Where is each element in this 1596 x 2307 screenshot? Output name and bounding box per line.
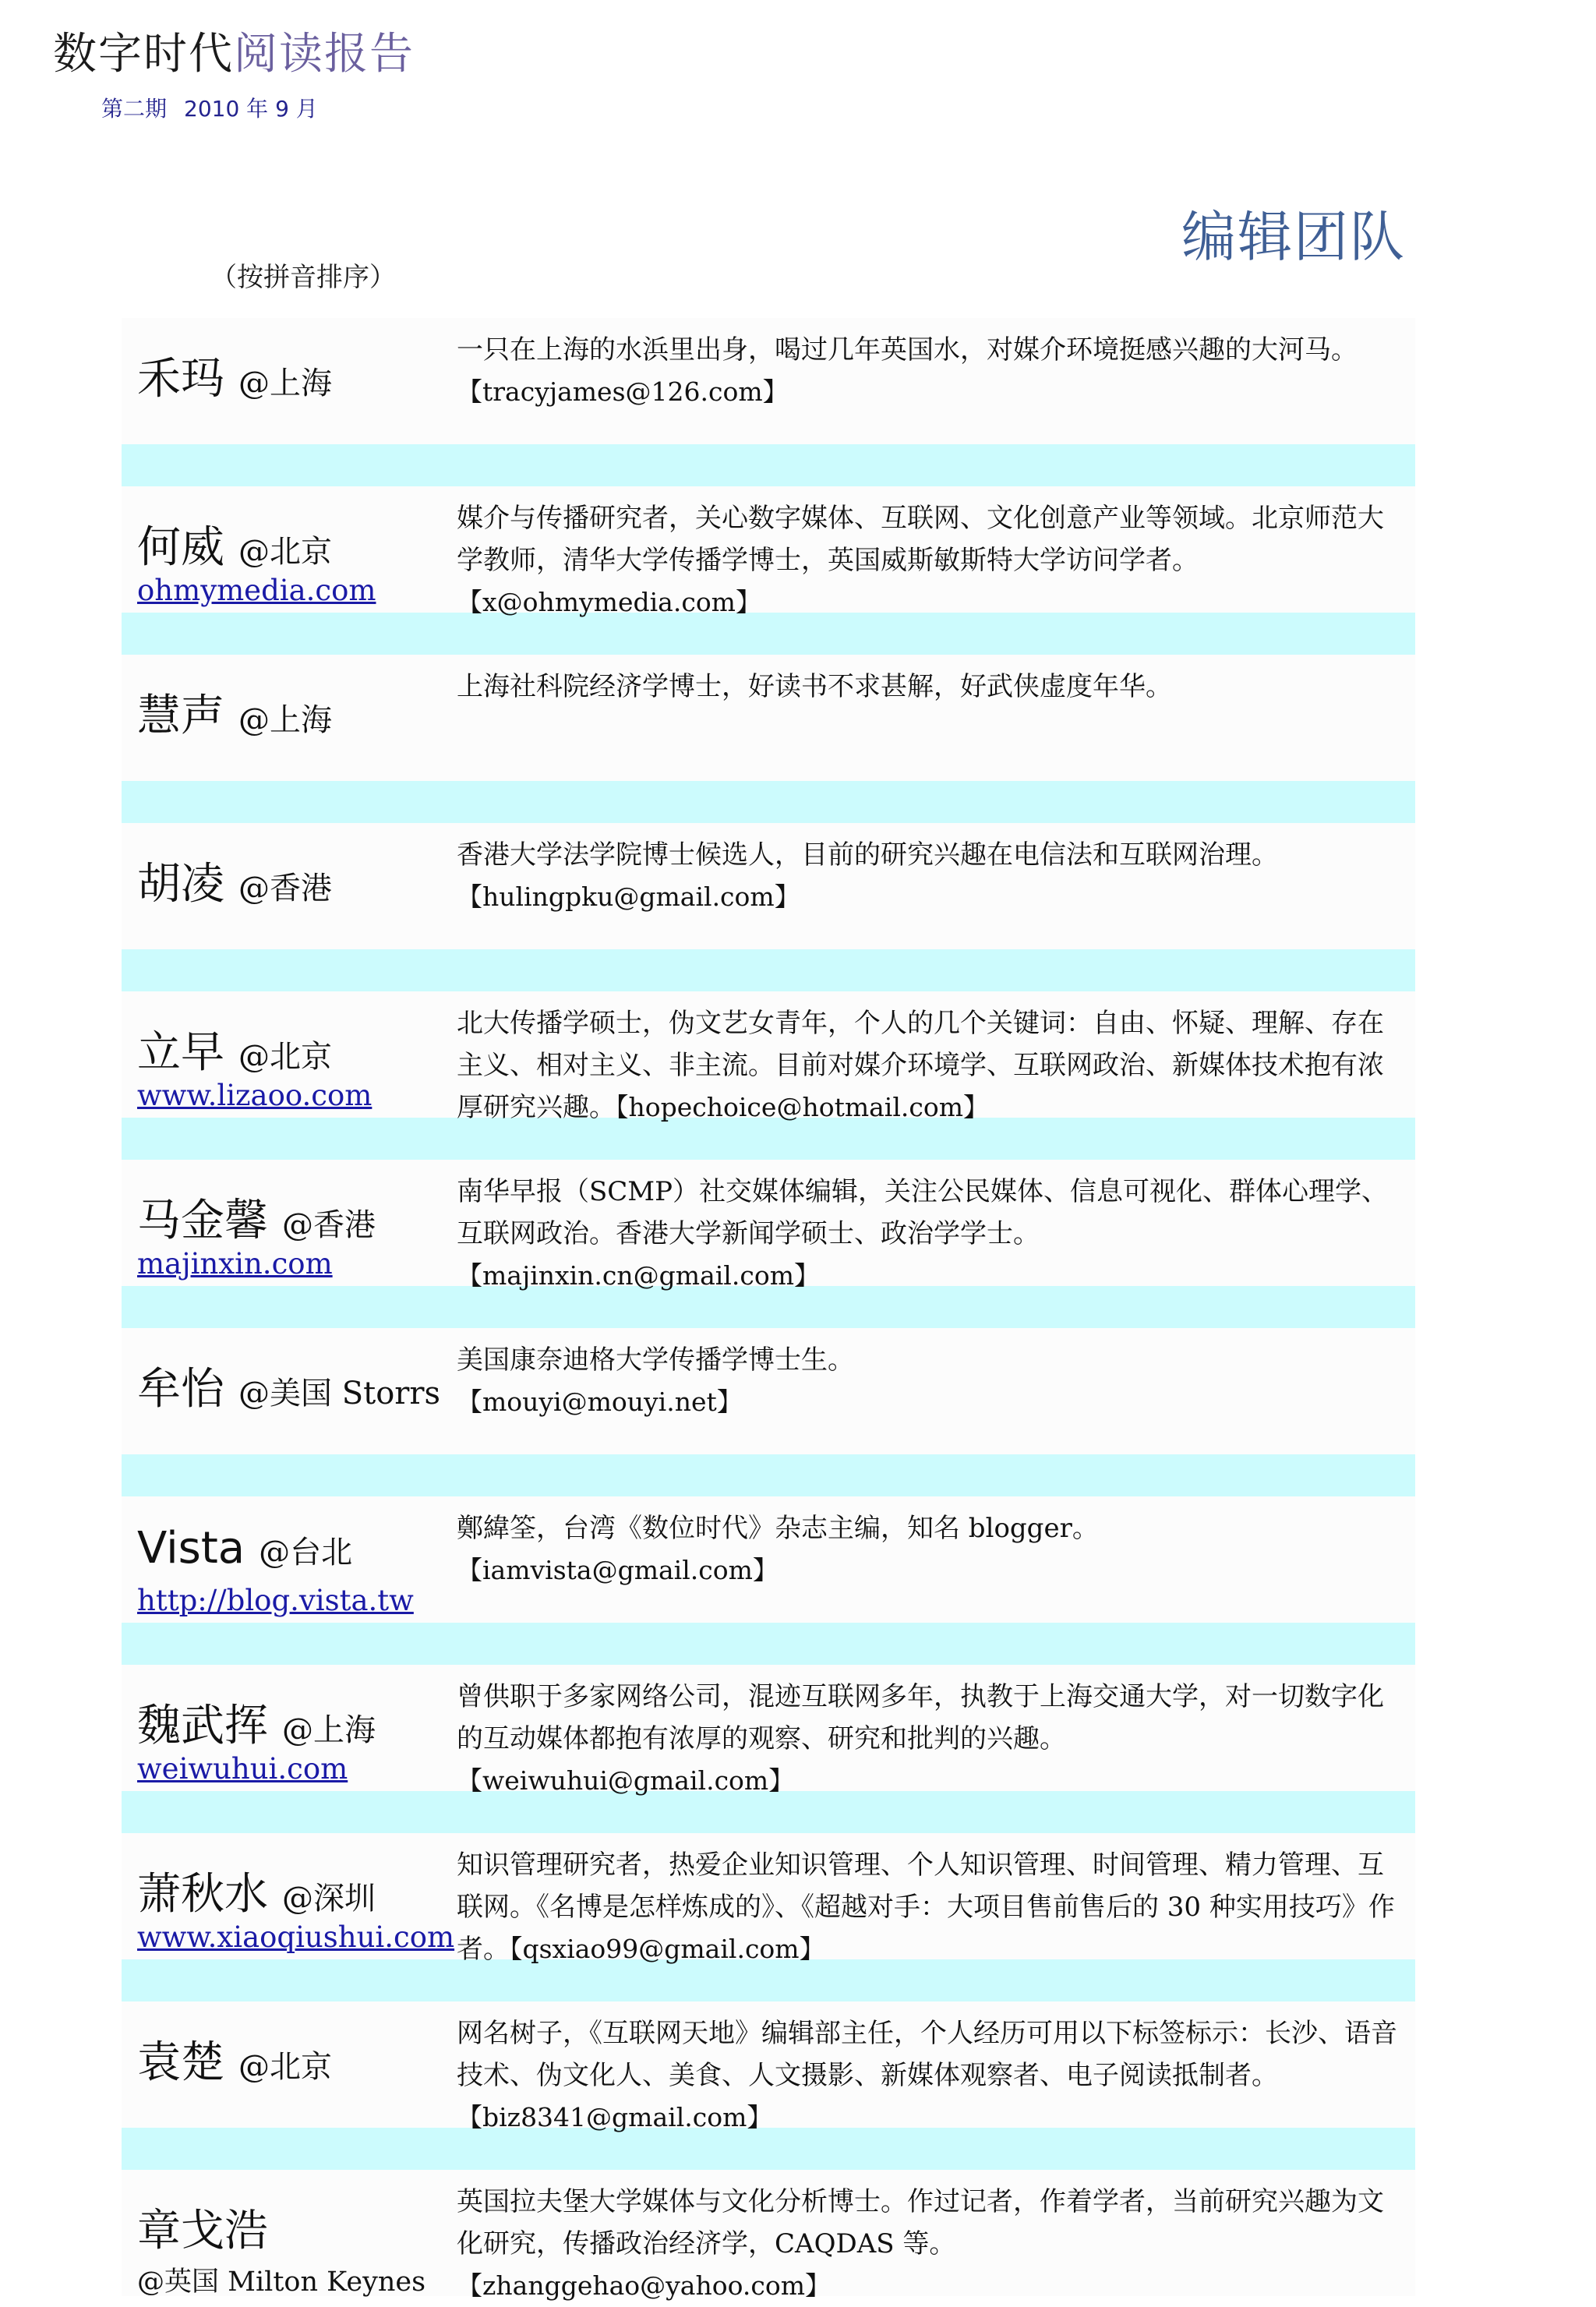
- member-location: @香港: [282, 1207, 376, 1243]
- report-title-accent: 阅读报告: [234, 29, 415, 79]
- member-row: [122, 655, 1415, 781]
- member-email: 【mouyi@mouyi.net】: [457, 1387, 743, 1417]
- member-location: @英国 Milton Keynes: [137, 2266, 426, 2298]
- member-name: 慧声: [137, 691, 224, 741]
- report-title-dark: 数字时代: [53, 29, 234, 79]
- member-email: 【zhanggehao@yahoo.com】: [457, 2270, 831, 2301]
- member-description: [457, 497, 1407, 624]
- member-name: 胡凌: [137, 859, 224, 910]
- member-row: [122, 1496, 1415, 1623]
- row-divider: [122, 781, 1415, 823]
- member-row: [122, 1833, 1415, 1965]
- member-bio: 美国康奈迪格大学传播学博士生。: [457, 1344, 854, 1376]
- member-description: [457, 1339, 1407, 1423]
- member-location: @上海: [282, 1712, 376, 1748]
- team-list: [122, 318, 1415, 2301]
- member-description: [457, 329, 1407, 413]
- member-name: 马金馨: [137, 1196, 268, 1246]
- member-email: 【biz8341@gmail.com】: [457, 2102, 773, 2132]
- member-location: @香港: [238, 871, 332, 906]
- member-row: [122, 823, 1415, 949]
- member-website-link[interactable]: majinxin.com: [137, 1247, 333, 1281]
- member-location: @北京: [238, 2049, 332, 2085]
- member-name: 牟怡: [137, 1364, 224, 1415]
- member-location: @上海: [238, 702, 332, 738]
- row-divider: [122, 444, 1415, 486]
- member-row: [122, 1328, 1415, 1454]
- sort-note: （按拼音排序）: [210, 262, 396, 293]
- member-email: 【x@ohmymedia.com】: [457, 587, 761, 617]
- member-website-link[interactable]: weiwuhui.com: [137, 1752, 348, 1786]
- member-description: [457, 1507, 1407, 1592]
- member-location: @深圳: [282, 1881, 376, 1917]
- member-bio: 香港大学法学院博士候选人，目前的研究兴趣在电信法和互联网治理。: [457, 839, 1278, 871]
- member-email: 【weiwuhui@gmail.com】: [457, 1765, 795, 1796]
- member-bio: 南华早报（SCMP）社交媒体编辑，关注公民媒体、信息可视化、群体心理学、互联网政治。香港大学新闻学硕士、政治学学士。: [457, 1176, 1388, 1249]
- member-bio: 英国拉夫堡大学媒体与文化分析博士。作过记者，作着学者，当前研究兴趣为文化研究，传播政治经济学，CAQDAS 等。: [457, 2186, 1384, 2259]
- member-website-link[interactable]: http://blog.vista.tw: [137, 1584, 414, 1617]
- member-row: [122, 486, 1415, 617]
- member-bio: 上海社科院经济学博士，好读书不求甚解，好武侠虚度年华。: [457, 671, 1172, 702]
- member-row: [122, 2170, 1415, 2301]
- member-description: [457, 834, 1407, 918]
- member-description: [457, 1676, 1407, 1802]
- member-email: 【tracyjames@126.com】: [457, 376, 789, 407]
- member-email: 【hulingpku@gmail.com】: [457, 881, 800, 912]
- row-divider: [122, 1454, 1415, 1496]
- member-name: 章戈浩: [137, 2206, 268, 2256]
- member-bio: 媒介与传播研究者，关心数字媒体、互联网、文化创意产业等领域。北京师范大学教师，清华大学传播学博士，英国威斯敏斯特大学访问学者。: [457, 503, 1384, 576]
- member-name: 立早: [137, 1027, 224, 1078]
- member-bio: 鄭緯筌，台湾《数位时代》杂志主编，知名 blogger。: [457, 1513, 1099, 1544]
- member-website-link[interactable]: ohmymedia.com: [137, 574, 376, 607]
- issue-number: 第二期: [101, 96, 168, 122]
- member-name: 魏武挥: [137, 1701, 268, 1751]
- member-bio: 一只在上海的水浜里出身，喝过几年英国水，对媒介环境挺感兴趣的大河马。: [457, 334, 1358, 366]
- member-name: 袁楚: [137, 2037, 224, 2088]
- member-row: [122, 1160, 1415, 1291]
- member-name: 何威: [137, 522, 224, 573]
- member-website-link[interactable]: www.lizaoo.com: [137, 1079, 373, 1112]
- member-description: [457, 1171, 1407, 1297]
- member-location: @美国 Storrs: [238, 1376, 441, 1411]
- member-bio: 曾供职于多家网络公司，混迹互联网多年，执教于上海交通大学，对一切数字化的互动媒体都抱有浓厚的观察、研究和批判的兴趣。: [457, 1681, 1384, 1754]
- member-name: Vista: [137, 1523, 245, 1574]
- member-description: [457, 1002, 1407, 1129]
- member-row: [122, 991, 1415, 1123]
- member-email: 【hopechoice@hotmail.com】: [616, 1092, 990, 1122]
- member-row: [122, 318, 1415, 444]
- member-description: [457, 2012, 1407, 2139]
- member-row: [122, 1665, 1415, 1796]
- member-description: [457, 1844, 1407, 1970]
- member-bio: 北大传播学硕士，伪文艺女青年，个人的几个关键词：自由、怀疑、理解、存在主义、相对主义、非主流。目前对媒介环境学、互联网政治、新媒体技术抱有浓厚研究兴趣。: [457, 1008, 1384, 1123]
- member-location: @北京: [238, 534, 332, 570]
- member-description: [457, 2181, 1407, 2307]
- row-divider: [122, 1623, 1415, 1665]
- issue-date: 2010 年 9 月: [184, 96, 318, 122]
- member-location: @上海: [238, 366, 332, 401]
- member-email: 【qsxiao99@gmail.com】: [510, 1934, 825, 1964]
- member-name: 萧秋水: [137, 1869, 268, 1920]
- member-email: 【iamvista@gmail.com】: [457, 1555, 779, 1585]
- row-divider: [122, 949, 1415, 991]
- member-row: [122, 2001, 1415, 2132]
- section-title: 编辑团队: [1181, 205, 1406, 269]
- member-email: 【majinxin.cn@gmail.com】: [457, 1260, 820, 1291]
- report-title: [53, 25, 415, 84]
- member-bio: 知识管理研究者，热爱企业知识管理、个人知识管理、时间管理、精力管理、互联网。《名博是怎样炼成的》、《超越对手：大项目售前售后的 30 种实用技巧》作者。: [457, 1849, 1395, 1965]
- member-location: @北京: [238, 1039, 332, 1075]
- member-description: [457, 666, 1407, 708]
- member-bio: 网名树子，《互联网天地》编辑部主任，个人经历可用以下标签标示：长沙、语音技术、伪文化人、美食、人文摄影、新媒体观察者、电子阅读抵制者。: [457, 2018, 1397, 2091]
- member-name: 禾玛: [137, 354, 224, 405]
- issue-line: [101, 92, 335, 123]
- member-website-link[interactable]: www.xiaoqiushui.com: [137, 1920, 455, 1954]
- member-location: @台北: [259, 1535, 353, 1570]
